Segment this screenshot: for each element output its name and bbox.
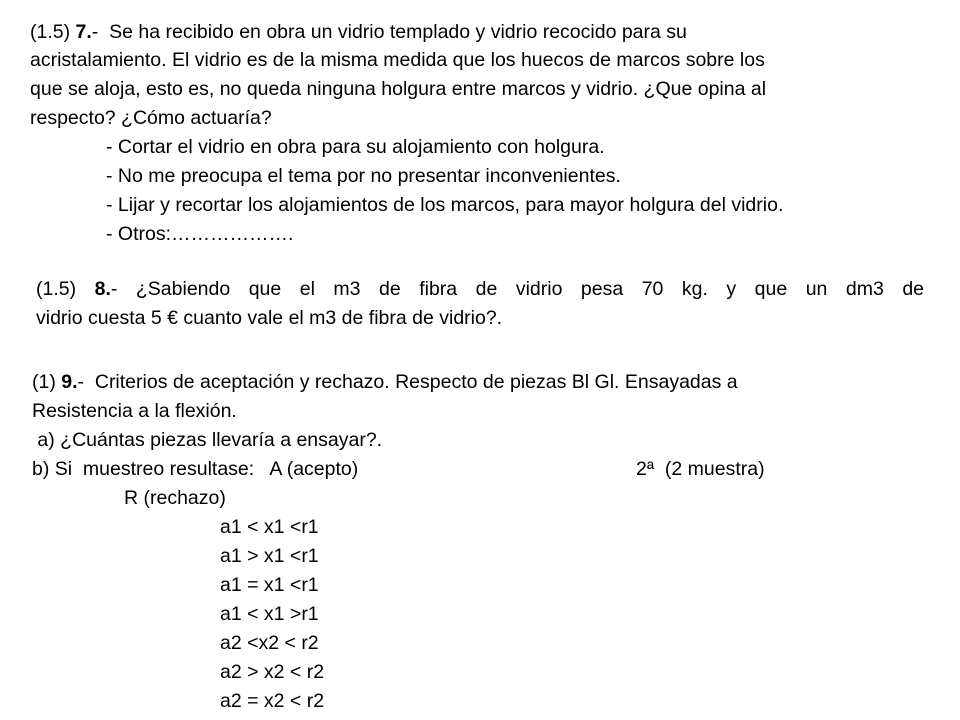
q7-option-3: - Lijar y recortar los alojamientos de los marcos, para mayor holgura del vidrio. <box>106 194 784 216</box>
q7-score: (1.5) <box>30 21 71 43</box>
q7-line-4: respecto? ¿Cómo actuaría? <box>30 107 272 129</box>
q9-condition-4: a1 < x1 >r1 <box>220 603 319 625</box>
q7-option-2: - No me preocupa el tema por no presentar inconvenientes. <box>106 165 621 187</box>
q7-line-3: que se aloja, esto es, no queda ninguna holgura entre marcos y vidrio. ¿Que opina al <box>30 78 767 100</box>
q9-part-b <box>32 457 912 481</box>
q9-line-2: Resistencia a la flexión. <box>32 400 237 422</box>
q9-part-b-text: b) Si muestreo resultase: A (acepto) <box>32 458 359 480</box>
q9-text-1: - Criterios de aceptación y rechazo. Respecto de piezas Bl Gl. Ensayadas a <box>77 371 738 393</box>
q9-condition-7: a2 = x2 < r2 <box>220 690 325 712</box>
q9-line-1 <box>32 370 738 394</box>
q9-part-b-second-sample: 2ª (2 muestra) <box>636 458 765 480</box>
q8-text-1: - ¿Sabiendo que el m3 de fibra de vidrio pesa 70 kg. y que un dm3 de <box>110 278 925 300</box>
q8-line-1 <box>36 277 924 301</box>
q7-option-4: - Otros:………………. <box>106 223 294 245</box>
q9-condition-6: a2 > x2 < r2 <box>220 661 325 683</box>
q7-line-2: acristalamiento. El vidrio es de la misma medida que los huecos de marcos sobre los <box>30 49 765 71</box>
q8-number: 8. <box>94 278 111 300</box>
q9-condition-1: a1 < x1 <r1 <box>220 516 319 538</box>
q9-score: (1) <box>32 371 56 393</box>
q9-condition-5: a2 <x2 < r2 <box>220 632 319 654</box>
q7-line-1 <box>30 20 687 44</box>
q7-text-1: - Se ha recibido en obra un vidrio templado y vidrio recocido para su <box>91 21 687 43</box>
q9-condition-3: a1 = x1 <r1 <box>220 574 319 596</box>
q8-line-2: vidrio cuesta 5 € cuanto vale el m3 de fibra de vidrio?. <box>36 307 503 329</box>
q9-number: 9. <box>61 371 78 393</box>
q7-number: 7. <box>75 21 92 43</box>
q9-part-a: a) ¿Cuántas piezas llevaría a ensayar?. <box>32 429 383 451</box>
q7-option-1: - Cortar el vidrio en obra para su alojamiento con holgura. <box>106 136 605 158</box>
q9-reject: R (rechazo) <box>124 487 226 509</box>
q9-condition-2: a1 > x1 <r1 <box>220 545 319 567</box>
q8-score: (1.5) <box>36 278 77 300</box>
